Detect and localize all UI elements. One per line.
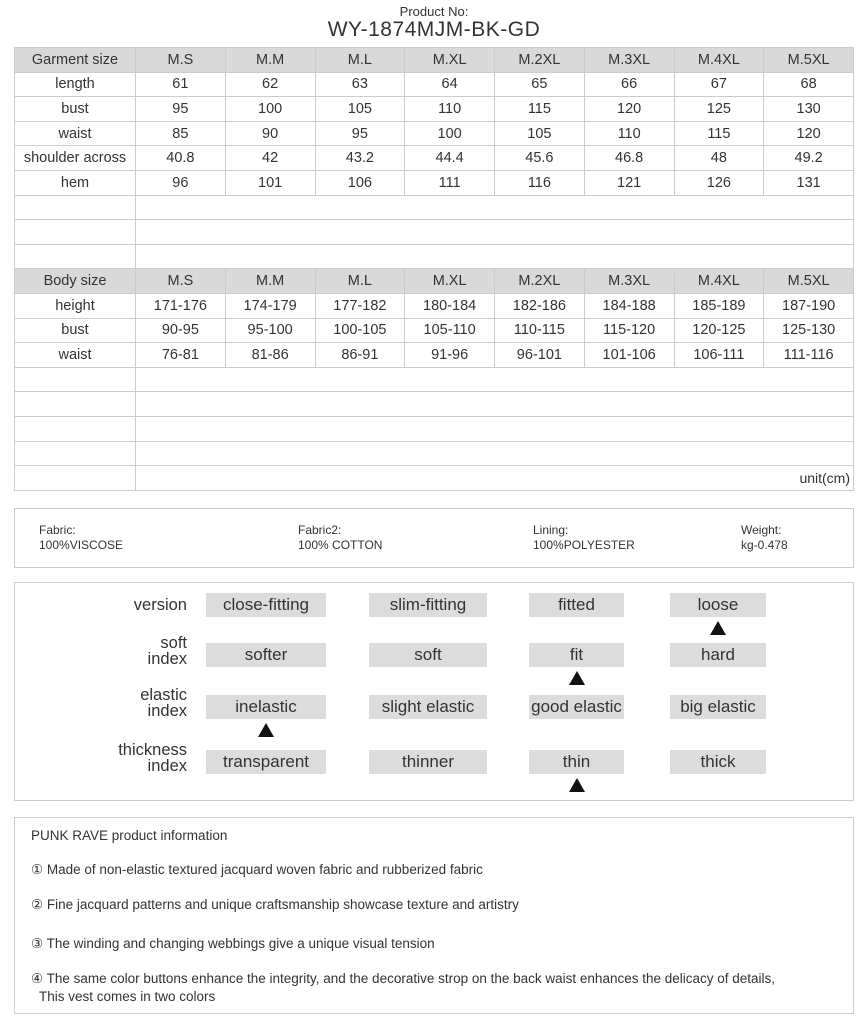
cell-value: 101 <box>225 170 315 195</box>
table-row <box>15 318 854 343</box>
size-header: M.5XL <box>764 48 854 73</box>
size-header: M.3XL <box>584 269 674 294</box>
fabric-item <box>741 523 788 553</box>
cell-value: 177-182 <box>315 293 405 318</box>
fabric-label: Weight: <box>741 523 782 537</box>
fabric-label: Fabric: <box>39 523 76 537</box>
cell-value: 105 <box>315 97 405 122</box>
product-number-label: Product No: <box>399 4 469 19</box>
attribute-label <box>27 742 187 774</box>
fabric-item <box>298 523 382 553</box>
cell-value: 120 <box>584 97 674 122</box>
attribute-label-line: version <box>133 596 187 614</box>
cell-value: 125 <box>674 97 764 122</box>
empty-row <box>15 244 854 269</box>
cell-value: 64 <box>405 72 495 97</box>
empty-cell <box>15 195 136 220</box>
table-row <box>15 121 854 146</box>
info-item: ① Made of non-elastic textured jacquard woven fabric and rubberized fabric <box>31 862 483 877</box>
table-row <box>15 293 854 318</box>
empty-cell <box>136 195 854 220</box>
table-row <box>15 72 854 97</box>
fabric-value: 100%POLYESTER <box>533 538 635 552</box>
size-header: M.M <box>225 48 315 73</box>
cell-value: 62 <box>225 72 315 97</box>
cell-value: 100 <box>405 121 495 146</box>
cell-value: 91-96 <box>405 343 495 368</box>
size-header: M.2XL <box>495 48 585 73</box>
empty-cell <box>136 367 854 392</box>
cell-value: 101-106 <box>584 343 674 368</box>
cell-value: 48 <box>674 146 764 171</box>
size-header: M.4XL <box>674 48 764 73</box>
size-header: M.3XL <box>584 48 674 73</box>
empty-cell <box>15 416 136 441</box>
cell-value: 110 <box>405 97 495 122</box>
empty-cell <box>136 441 854 466</box>
size-header: M.XL <box>405 48 495 73</box>
cell-value: 66 <box>584 72 674 97</box>
cell-value: 180-184 <box>405 293 495 318</box>
cell-value: 106 <box>315 170 405 195</box>
attribute-label <box>27 597 187 613</box>
cell-value: 90 <box>225 121 315 146</box>
cell-value: 115-120 <box>584 318 674 343</box>
cell-value: 171-176 <box>136 293 226 318</box>
cell-value: 131 <box>764 170 854 195</box>
size-header: M.S <box>136 269 226 294</box>
cell-value: 61 <box>136 72 226 97</box>
fabric-label: Lining: <box>533 523 569 537</box>
product-info-box <box>14 817 854 1014</box>
size-header: M.L <box>315 48 405 73</box>
fabric-value: 100% COTTON <box>298 538 383 552</box>
attribute-label-line: thickness <box>118 741 187 759</box>
selected-indicator-icon <box>569 778 585 792</box>
attribute-label-line: index <box>147 650 187 668</box>
selected-indicator-icon <box>710 621 726 635</box>
cell-value: 44.4 <box>405 146 495 171</box>
empty-cell <box>15 367 136 392</box>
cell-value: 63 <box>315 72 405 97</box>
attribute-option: softer <box>206 643 326 667</box>
size-table <box>14 47 854 491</box>
attribute-option: close-fitting <box>206 593 326 617</box>
attribute-option: fitted <box>529 593 624 617</box>
cell-value: 90-95 <box>136 318 226 343</box>
cell-value: 111-116 <box>764 343 854 368</box>
row-label: height <box>15 293 136 318</box>
selected-indicator-icon <box>569 671 585 685</box>
attribute-label <box>27 687 187 719</box>
empty-cell <box>15 392 136 417</box>
table-header-row <box>15 269 854 294</box>
row-label: shoulder across <box>15 146 136 171</box>
cell-value: 100 <box>225 97 315 122</box>
empty-row <box>15 220 854 245</box>
size-header: M.M <box>225 269 315 294</box>
size-header: M.XL <box>405 269 495 294</box>
attribute-option: fit <box>529 643 624 667</box>
cell-value: 96 <box>136 170 226 195</box>
cell-value: 95 <box>136 97 226 122</box>
cell-value: 49.2 <box>764 146 854 171</box>
fabric-value: 100%VISCOSE <box>39 538 124 552</box>
cell-value: 185-189 <box>674 293 764 318</box>
fabric-value: kg-0.478 <box>741 538 788 552</box>
info-title: PUNK RAVE product information <box>31 828 228 843</box>
cell-value: 85 <box>136 121 226 146</box>
empty-row <box>15 416 854 441</box>
attribute-option: good elastic <box>529 695 624 719</box>
cell-value: 67 <box>674 72 764 97</box>
attribute-option: loose <box>670 593 766 617</box>
cell-value: 120 <box>764 121 854 146</box>
attribute-option: big elastic <box>670 695 766 719</box>
cell-value: 106-111 <box>674 343 764 368</box>
row-label: hem <box>15 170 136 195</box>
cell-value: 105-110 <box>405 318 495 343</box>
row-label: bust <box>15 97 136 122</box>
cell-value: 45.6 <box>495 146 585 171</box>
size-header: M.4XL <box>674 269 764 294</box>
fabric-item <box>39 523 123 553</box>
empty-cell <box>15 466 136 491</box>
row-label: bust <box>15 318 136 343</box>
attribute-option: thick <box>670 750 766 774</box>
attribute-option: soft <box>369 643 487 667</box>
row-label: length <box>15 72 136 97</box>
empty-cell <box>15 244 136 269</box>
cell-value: 46.8 <box>584 146 674 171</box>
attribute-option: hard <box>670 643 766 667</box>
attribute-label-line: index <box>147 702 187 720</box>
cell-value: 100-105 <box>315 318 405 343</box>
empty-cell <box>15 220 136 245</box>
empty-cell <box>136 220 854 245</box>
empty-cell <box>136 416 854 441</box>
cell-value: 105 <box>495 121 585 146</box>
cell-value: 110 <box>584 121 674 146</box>
cell-value: 116 <box>495 170 585 195</box>
info-item: ② Fine jacquard patterns and unique craftsmanship showcase texture and artistry <box>31 897 519 912</box>
cell-value: 43.2 <box>315 146 405 171</box>
cell-value: 42 <box>225 146 315 171</box>
selected-indicator-icon <box>258 723 274 737</box>
cell-value: 125-130 <box>764 318 854 343</box>
info-item: ④ The same color buttons enhance the integrity, and the decorative strop on the back waist enhances the delicacy of details, <box>31 971 776 986</box>
cell-value: 110-115 <box>495 318 585 343</box>
cell-value: 115 <box>495 97 585 122</box>
table-header-row <box>15 48 854 73</box>
attribute-label-line: soft <box>160 634 187 652</box>
fabric-item <box>533 523 635 553</box>
empty-cell <box>136 244 854 269</box>
empty-row <box>15 441 854 466</box>
attribute-option: slim-fitting <box>369 593 487 617</box>
table-row <box>15 170 854 195</box>
empty-cell <box>15 441 136 466</box>
cell-value: 76-81 <box>136 343 226 368</box>
size-header: M.5XL <box>764 269 854 294</box>
fabric-box <box>14 508 854 568</box>
empty-row <box>15 367 854 392</box>
attribute-option: inelastic <box>206 695 326 719</box>
section-header: Body size <box>15 269 136 294</box>
cell-value: 111 <box>405 170 495 195</box>
attribute-label-line: index <box>147 757 187 775</box>
cell-value: 130 <box>764 97 854 122</box>
cell-value: 95-100 <box>225 318 315 343</box>
fabric-label: Fabric2: <box>298 523 342 537</box>
product-number: WY-1874MJM-BK-GD <box>327 18 541 41</box>
attribute-label-line: elastic <box>140 686 187 704</box>
attribute-option: thinner <box>369 750 487 774</box>
cell-value: 184-188 <box>584 293 674 318</box>
row-label: waist <box>15 343 136 368</box>
empty-cell <box>136 392 854 417</box>
attribute-option: slight elastic <box>369 695 487 719</box>
cell-value: 65 <box>495 72 585 97</box>
table-row <box>15 97 854 122</box>
cell-value: 126 <box>674 170 764 195</box>
attribute-label <box>27 635 187 667</box>
cell-value: 121 <box>584 170 674 195</box>
cell-value: 68 <box>764 72 854 97</box>
size-header: M.L <box>315 269 405 294</box>
attribute-option: thin <box>529 750 624 774</box>
attribute-option: transparent <box>206 750 326 774</box>
attributes-box <box>14 582 854 801</box>
unit-row <box>15 466 854 491</box>
cell-value: 40.8 <box>136 146 226 171</box>
unit-label: unit(cm) <box>136 466 854 491</box>
empty-row <box>15 392 854 417</box>
info-item: This vest comes in two colors <box>39 989 216 1004</box>
cell-value: 86-91 <box>315 343 405 368</box>
cell-value: 81-86 <box>225 343 315 368</box>
row-label: waist <box>15 121 136 146</box>
cell-value: 115 <box>674 121 764 146</box>
cell-value: 174-179 <box>225 293 315 318</box>
cell-value: 187-190 <box>764 293 854 318</box>
info-item: ③ The winding and changing webbings give a unique visual tension <box>31 936 435 951</box>
empty-row <box>15 195 854 220</box>
size-header: M.2XL <box>495 269 585 294</box>
cell-value: 182-186 <box>495 293 585 318</box>
cell-value: 120-125 <box>674 318 764 343</box>
cell-value: 96-101 <box>495 343 585 368</box>
table-row <box>15 146 854 171</box>
cell-value: 95 <box>315 121 405 146</box>
table-row <box>15 343 854 368</box>
size-header: M.S <box>136 48 226 73</box>
section-header: Garment size <box>15 48 136 73</box>
